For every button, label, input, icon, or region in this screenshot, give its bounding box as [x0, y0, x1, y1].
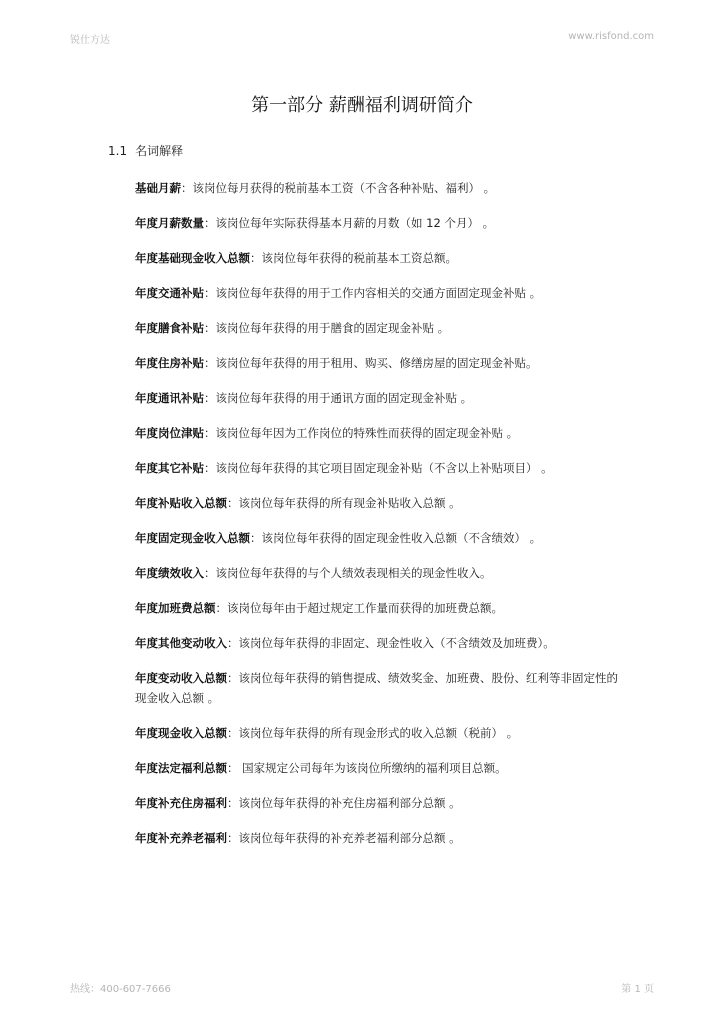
definition-term: 年度其他变动收入: [135, 636, 227, 650]
definition-item: [135, 633, 625, 653]
definition-text: ：该岗位每年获得的所有现金补贴收入总额 。: [227, 496, 461, 510]
definition-term: 年度加班费总额: [135, 601, 216, 615]
definition-term: 年度补充养老福利: [135, 831, 227, 845]
definition-item: [135, 178, 625, 198]
definition-item: [135, 793, 625, 813]
definition-term: 年度住房补贴: [135, 356, 204, 370]
definition-term: 年度固定现金收入总额: [135, 531, 250, 545]
definition-term: 年度补贴收入总额: [135, 496, 227, 510]
definition-term: 年度绩效收入: [135, 566, 204, 580]
definition-text: ：该岗位每年获得的补充住房福利部分总额 。: [227, 796, 461, 810]
definition-text: ：该岗位每年获得的所有现金形式的收入总额（税前） 。: [227, 726, 519, 740]
definition-term: 年度岗位津贴: [135, 426, 204, 440]
definition-term: 基础月薪: [135, 181, 181, 195]
definition-text: ：该岗位每年获得的其它项目固定现金补贴（不含以上补贴项目） 。: [204, 461, 553, 475]
header-company-name: 锐仕方达: [70, 35, 110, 46]
definition-term: 年度变动收入总额: [135, 671, 227, 685]
footer-page-number: 第 1 页: [621, 984, 654, 995]
definition-item: [135, 493, 625, 513]
definition-term: 年度其它补贴: [135, 461, 204, 475]
definition-item: [135, 423, 625, 443]
definition-text: ：该岗位每年获得的用于通讯方面的固定现金补贴 。: [204, 391, 473, 405]
definition-text: ：该岗位每年获得的用于工作内容相关的交通方面固定现金补贴 。: [204, 286, 542, 300]
definition-term: 年度基础现金收入总额: [135, 251, 250, 265]
definition-list: [135, 178, 625, 863]
definition-term: 年度通讯补贴: [135, 391, 204, 405]
definition-term: 年度交通补贴: [135, 286, 204, 300]
definition-term: 年度月薪数量: [135, 216, 204, 230]
section-number: 1.1: [108, 144, 128, 158]
definition-item: [135, 213, 625, 233]
definition-text: ：该岗位每年获得的税前基本工资总额。: [250, 251, 457, 265]
footer-hotline: 热线：400-607-7666: [70, 984, 171, 995]
definition-text: ：该岗位每年由于超过规定工作量而获得的加班费总额。: [215, 601, 503, 615]
definition-item: [135, 318, 625, 338]
definition-text: ： 国家规定公司每年为该岗位所缴纳的福利项目总额。: [227, 761, 507, 775]
definition-text: ：该岗位每年获得的用于租用、购买、修缮房屋的固定现金补贴。: [204, 356, 538, 370]
definition-term: 年度现金收入总额: [135, 726, 227, 740]
definition-text: ：该岗位每年获得的非固定、现金性收入（不含绩效及加班费）。: [227, 636, 555, 650]
definition-text: ：该岗位每年获得的销售提成、绩效奖金、加班费、股份、红利等非固定性的现金收入总额 。: [135, 671, 618, 705]
definition-item: [135, 283, 625, 303]
definition-text: ：该岗位每年实际获得基本月薪的月数（如 12 个月） 。: [204, 216, 495, 230]
definition-term: 年度补充住房福利: [135, 796, 227, 810]
definition-text: ：该岗位每年获得的与个人绩效表现相关的现金性收入。: [204, 566, 492, 580]
definition-text: ：该岗位每年获得的用于膳食的固定现金补贴 。: [204, 321, 450, 335]
definition-text: ：该岗位每年因为工作岗位的特殊性而获得的固定现金补贴 。: [204, 426, 519, 440]
definition-item: [135, 668, 625, 708]
definition-text: ：该岗位每年获得的补充养老福利部分总额 。: [227, 831, 461, 845]
definition-item: [135, 248, 625, 268]
header-website-link[interactable]: www.risfond.com: [568, 31, 654, 42]
definition-item: [135, 353, 625, 373]
definition-item: [135, 598, 625, 618]
definition-item: [135, 758, 625, 778]
section-heading: [108, 142, 183, 159]
definition-text: ：该岗位每月获得的税前基本工资（不含各种补贴、福利） 。: [181, 181, 496, 195]
definition-term: 年度膳食补贴: [135, 321, 204, 335]
definition-item: [135, 528, 625, 548]
definition-item: [135, 723, 625, 743]
definition-item: [135, 458, 625, 478]
page-title: 第一部分 薪酬福利调研简介: [251, 95, 473, 116]
definition-item: [135, 563, 625, 583]
definition-text: ：该岗位每年获得的固定现金性收入总额（不含绩效） 。: [250, 531, 542, 545]
definition-term: 年度法定福利总额: [135, 761, 227, 775]
section-label: 名词解释: [135, 144, 184, 158]
definition-item: [135, 388, 625, 408]
definition-item: [135, 828, 625, 848]
